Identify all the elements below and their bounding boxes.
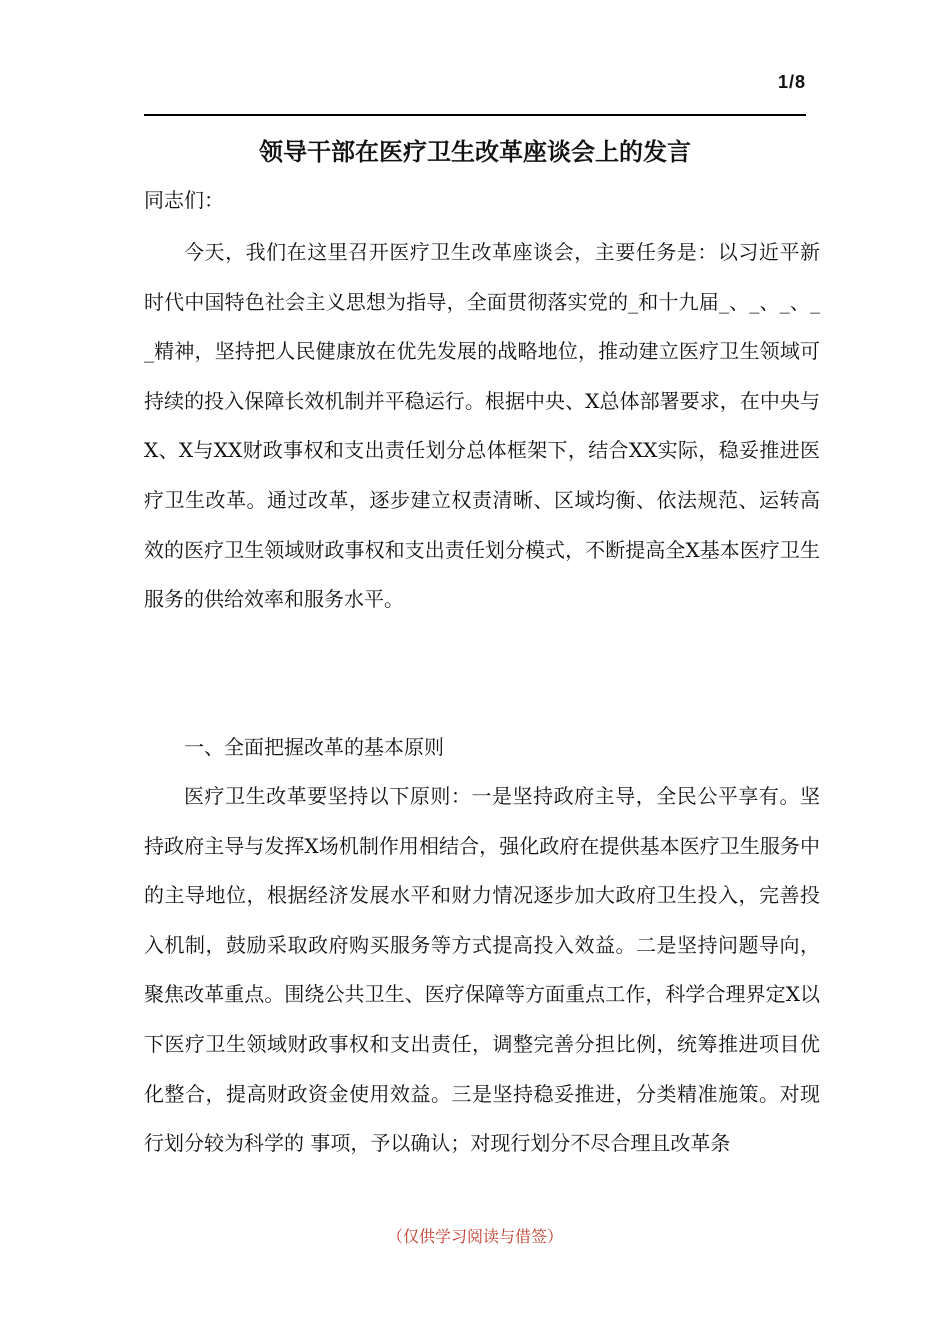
paragraph-intro: 今天，我们在这里召开医疗卫生改革座谈会，主要任务是：以习近平新时代中国特色社会主义思想为指导，全面贯彻落实党的_和十九届_、_、_、__精神，坚持把人民健康放在优先发展的战略地位，推动建立医疗卫生领域可持续的投入保障长效机制并平稳运行。根据中央、X总体部署要求，在中央与X、X与XX财政事权和支出责任划分总体框架下，结合XX实际，稳妥推进医疗卫生改革。通过改革，逐步建立权责清晰、区域均衡、依法规范、运转高效的医疗卫生领域财政事权和支出责任划分模式，不断提高全X基本医疗卫生服务的供给效率和服务水平。 <box>144 240 820 612</box>
page-number: 1/8 <box>777 72 806 92</box>
salutation: 同志们： <box>144 188 224 212</box>
section-heading: 一、全面把握改革的基本原则 <box>184 735 444 759</box>
header-divider <box>144 114 806 116</box>
paragraph-principles: 医疗卫生改革要坚持以下原则：一是坚持政府主导，全民公平享有。坚持政府主导与发挥X场机制作用相结合，强化政府在提供基本医疗卫生服务中的主导地位，根据经济发展水平和财力情况逐步加大政府卫生投入，完善投入机制，鼓励采取政府购买服务等方式提高投入效益。二是坚持问题导向，聚焦改革重点。围绕公共卫生、医疗保障等方面重点工作，科学合理界定X以下医疗卫生领域财政事权和支出责任，调整完善分担比例，统筹推进项目优化整合，提高财政资金使用效益。三是坚持稳妥推进，分类精准施策。对现行划分较为科学的 事项，予以确认；对现行划分不尽合理且改革条 <box>144 784 820 1156</box>
footer-note: （仅供学习阅读与借签） <box>386 1227 563 1246</box>
document-title: 领导干部在医疗卫生改革座谈会上的发言 <box>259 137 691 166</box>
